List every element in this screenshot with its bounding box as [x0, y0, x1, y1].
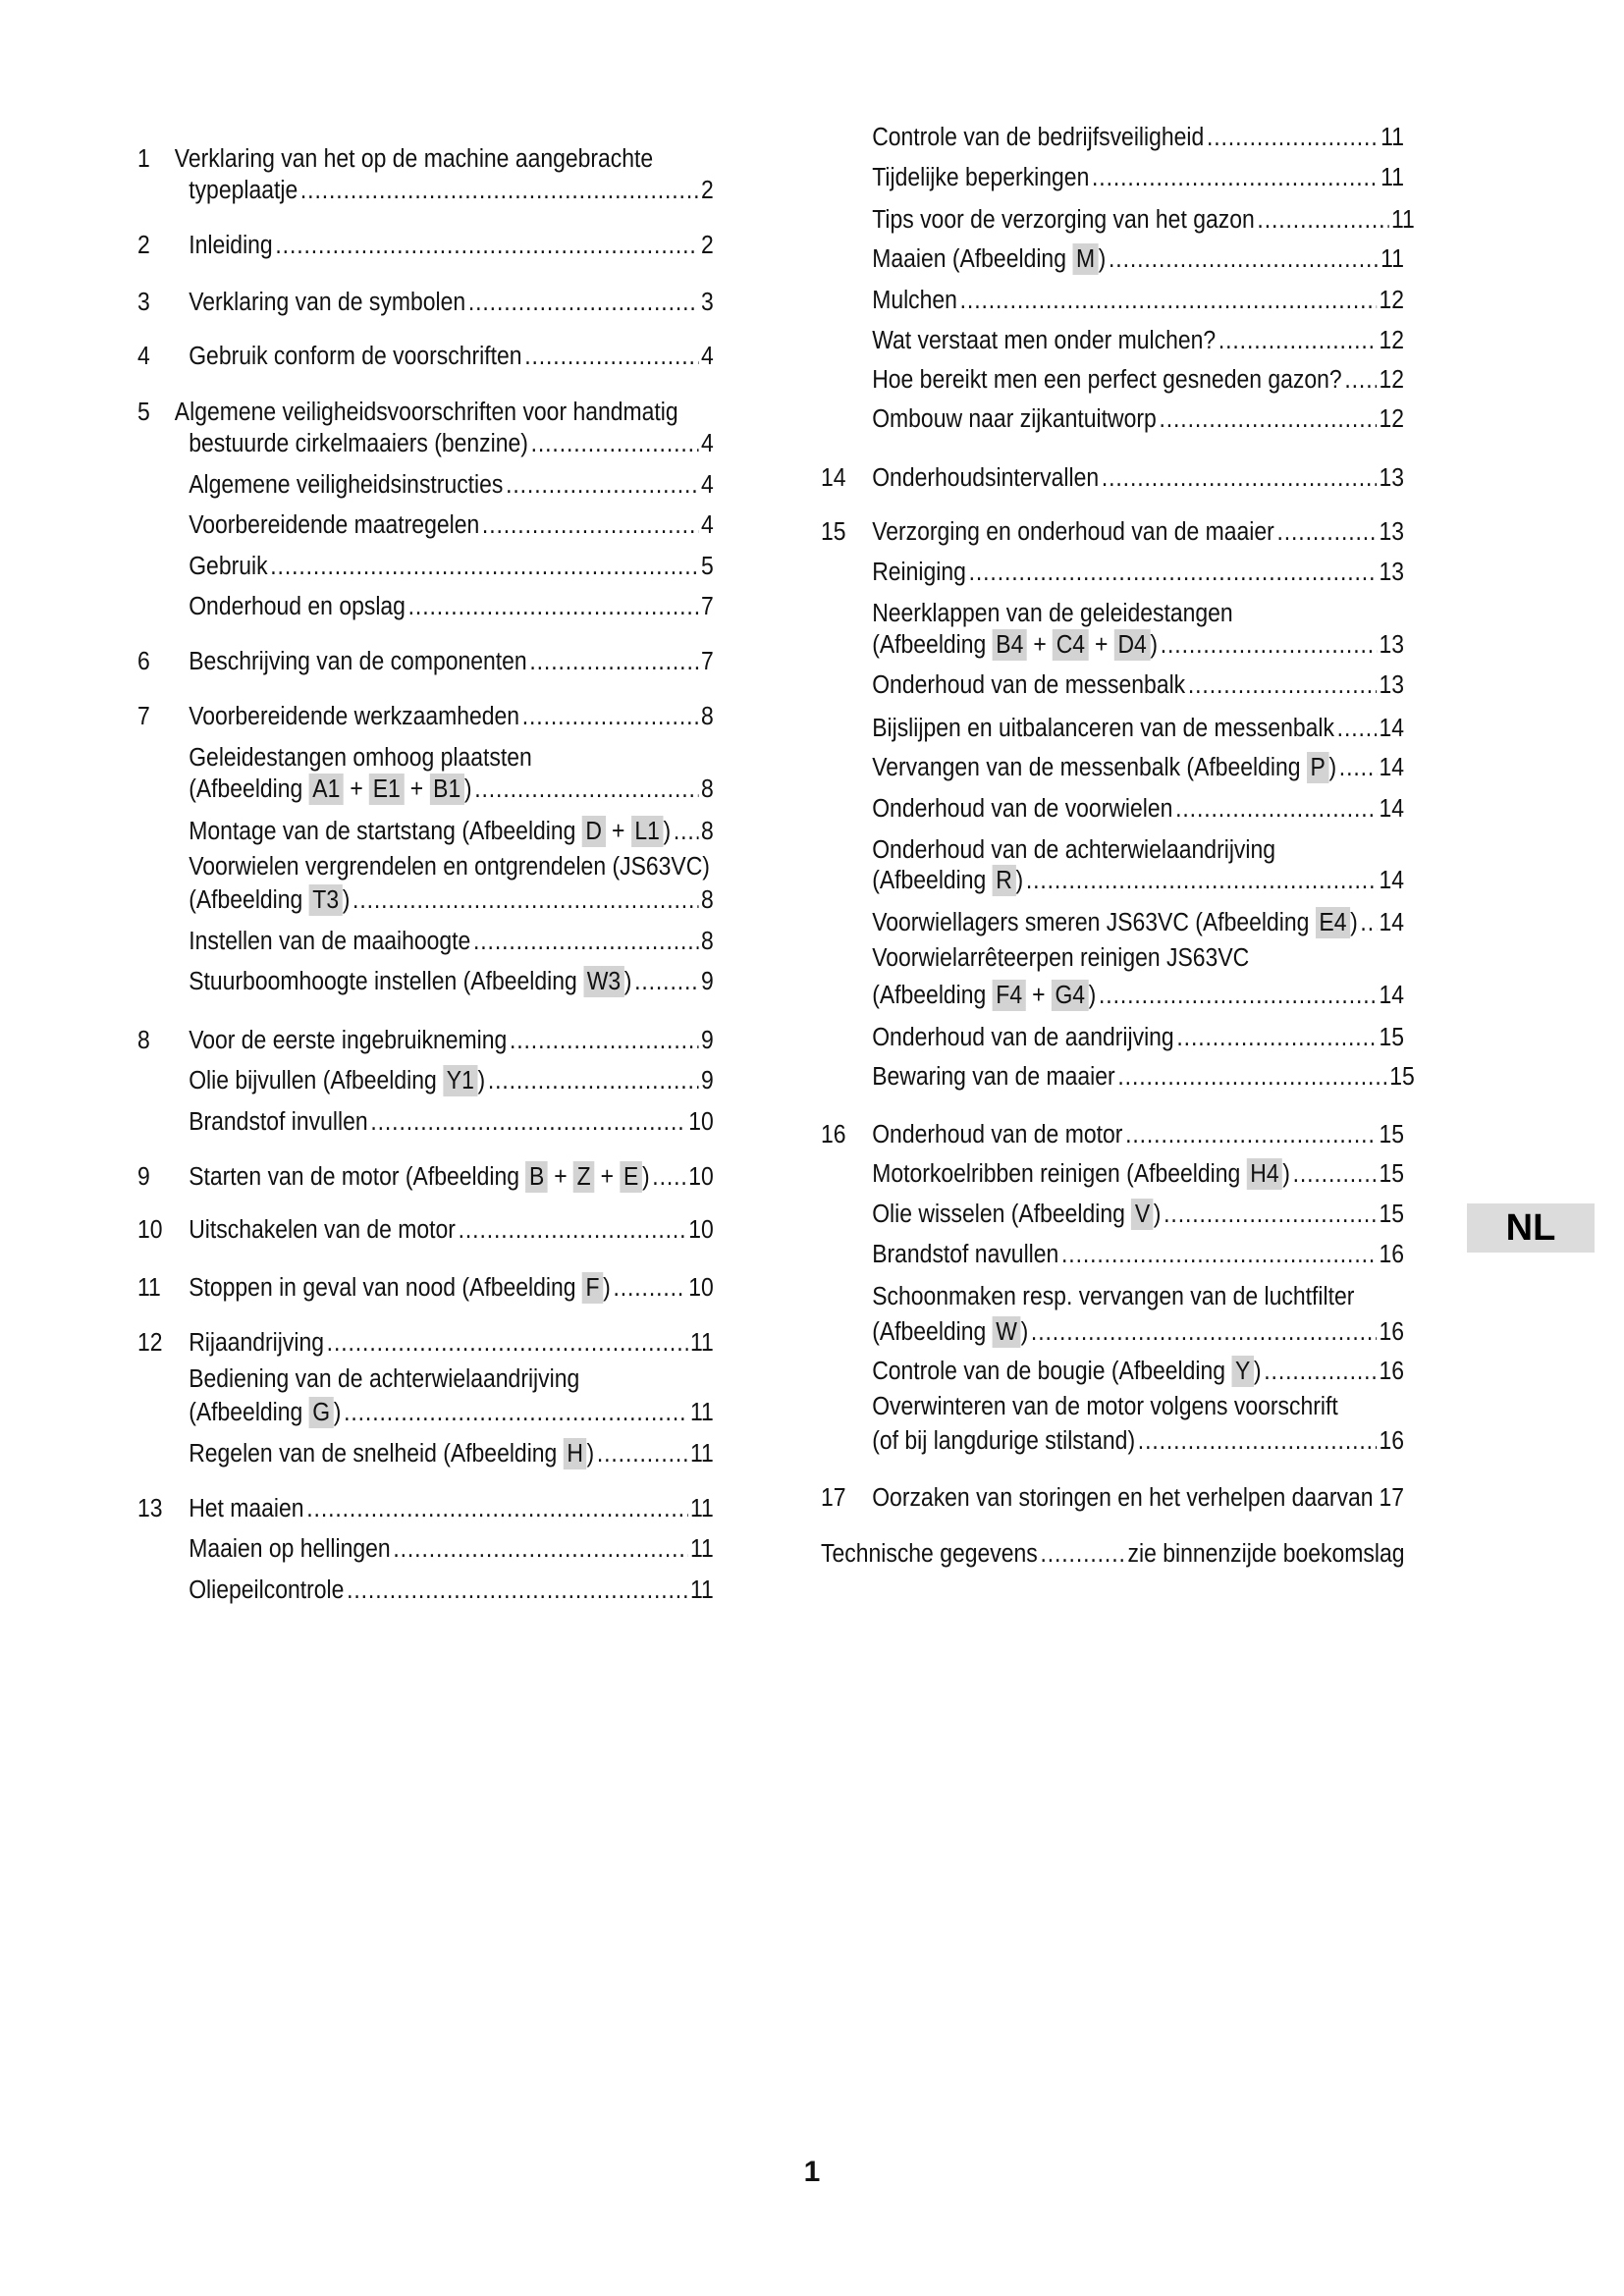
figure-ref[interactable]: T3 [309, 884, 343, 916]
figure-ref[interactable]: P [1307, 752, 1329, 783]
figure-ref[interactable]: E1 [369, 774, 404, 805]
figure-ref[interactable]: G4 [1052, 980, 1089, 1011]
figure-ref[interactable]: F4 [993, 980, 1026, 1011]
figure-ref[interactable]: D [582, 816, 606, 847]
figure-ref[interactable]: Y1 [443, 1065, 477, 1096]
figure-ref[interactable]: B [525, 1161, 548, 1193]
figure-ref[interactable]: E4 [1316, 907, 1350, 938]
figure-ref[interactable]: R [993, 865, 1016, 896]
language-tab: NL [1467, 1203, 1595, 1253]
figure-ref[interactable]: L1 [631, 816, 664, 847]
figure-ref[interactable]: F [582, 1272, 603, 1304]
figure-ref[interactable]: W3 [583, 966, 624, 997]
figure-ref[interactable]: C4 [1053, 629, 1089, 661]
page-number: 1 [803, 2156, 821, 2188]
figure-ref[interactable]: A1 [309, 774, 344, 805]
figure-ref[interactable]: D4 [1114, 629, 1151, 661]
section-number: 1 [137, 145, 150, 173]
figure-ref[interactable]: V [1131, 1199, 1154, 1230]
page-ref: 2 [701, 177, 714, 204]
figure-ref[interactable]: B4 [993, 629, 1027, 661]
figure-ref[interactable]: Y [1231, 1356, 1254, 1387]
figure-ref[interactable]: E [620, 1161, 642, 1193]
figure-ref[interactable]: M [1072, 243, 1098, 275]
figure-ref[interactable]: W [993, 1316, 1021, 1348]
figure-ref[interactable]: G [309, 1397, 334, 1428]
figure-ref[interactable]: H [564, 1438, 587, 1469]
figure-ref[interactable]: H4 [1247, 1158, 1283, 1190]
figure-ref[interactable]: Z [573, 1161, 594, 1193]
figure-ref[interactable]: B1 [430, 774, 464, 805]
